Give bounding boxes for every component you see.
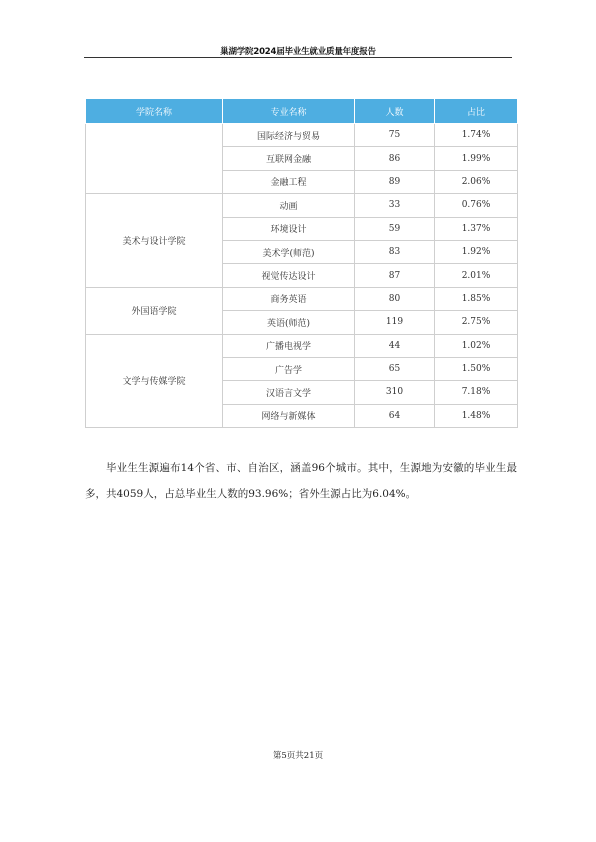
table-row [86,124,518,147]
major-cell: 美术学(师范) [223,240,355,263]
college-cell: 外国语学院 [86,287,223,334]
column-header: 占比 [435,99,518,124]
count-cell: 87 [355,264,435,287]
major-cell: 金融工程 [223,170,355,193]
major-cell: 视觉传达设计 [223,264,355,287]
major-cell: 广告学 [223,357,355,380]
share-cell: 2.06% [435,170,518,193]
major-cell: 互联网金融 [223,147,355,170]
major-cell: 广播电视学 [223,334,355,357]
share-cell: 2.75% [435,311,518,334]
source-summary-paragraph: 毕业生生源遍布14个省、市、自治区，涵盖96个城市。其中，生源地为安徽的毕业生最多，共4059人，占总毕业生人数的93.96%；省外生源占比为6.04%。 [85,462,517,500]
count-cell: 89 [355,170,435,193]
college-cell: 文学与传媒学院 [86,334,223,428]
count-cell: 44 [355,334,435,357]
table-header-row [86,99,518,124]
table-row [86,287,518,310]
column-header: 人数 [355,99,435,124]
major-cell: 商务英语 [223,287,355,310]
share-cell: 1.50% [435,357,518,380]
college-cell [86,124,223,194]
page-header: 巢湖学院2024届毕业生就业质量年度报告 [220,47,376,57]
count-cell: 310 [355,381,435,404]
share-cell: 1.02% [435,334,518,357]
count-cell: 65 [355,357,435,380]
major-distribution-table [85,98,518,428]
column-header: 学院名称 [86,99,223,124]
count-cell: 59 [355,217,435,240]
count-cell: 75 [355,124,435,147]
share-cell: 2.01% [435,264,518,287]
major-cell: 动画 [223,194,355,217]
count-cell: 119 [355,311,435,334]
count-cell: 64 [355,404,435,427]
share-cell: 1.92% [435,240,518,263]
major-cell: 环境设计 [223,217,355,240]
count-cell: 33 [355,194,435,217]
share-cell: 1.37% [435,217,518,240]
major-cell: 国际经济与贸易 [223,124,355,147]
major-cell: 汉语言文学 [223,381,355,404]
count-cell: 86 [355,147,435,170]
major-cell: 英语(师范) [223,311,355,334]
count-cell: 83 [355,240,435,263]
college-cell: 美术与设计学院 [86,194,223,288]
column-header: 专业名称 [223,99,355,124]
share-cell: 7.18% [435,381,518,404]
share-cell: 0.76% [435,194,518,217]
count-cell: 80 [355,287,435,310]
share-cell: 1.74% [435,124,518,147]
table-row [86,194,518,217]
body-text [85,455,517,507]
page-number: 第5页共21页 [272,751,324,761]
share-cell: 1.48% [435,404,518,427]
header-divider [84,57,512,58]
major-cell: 网络与新媒体 [223,404,355,427]
table-row [86,334,518,357]
share-cell: 1.99% [435,147,518,170]
share-cell: 1.85% [435,287,518,310]
